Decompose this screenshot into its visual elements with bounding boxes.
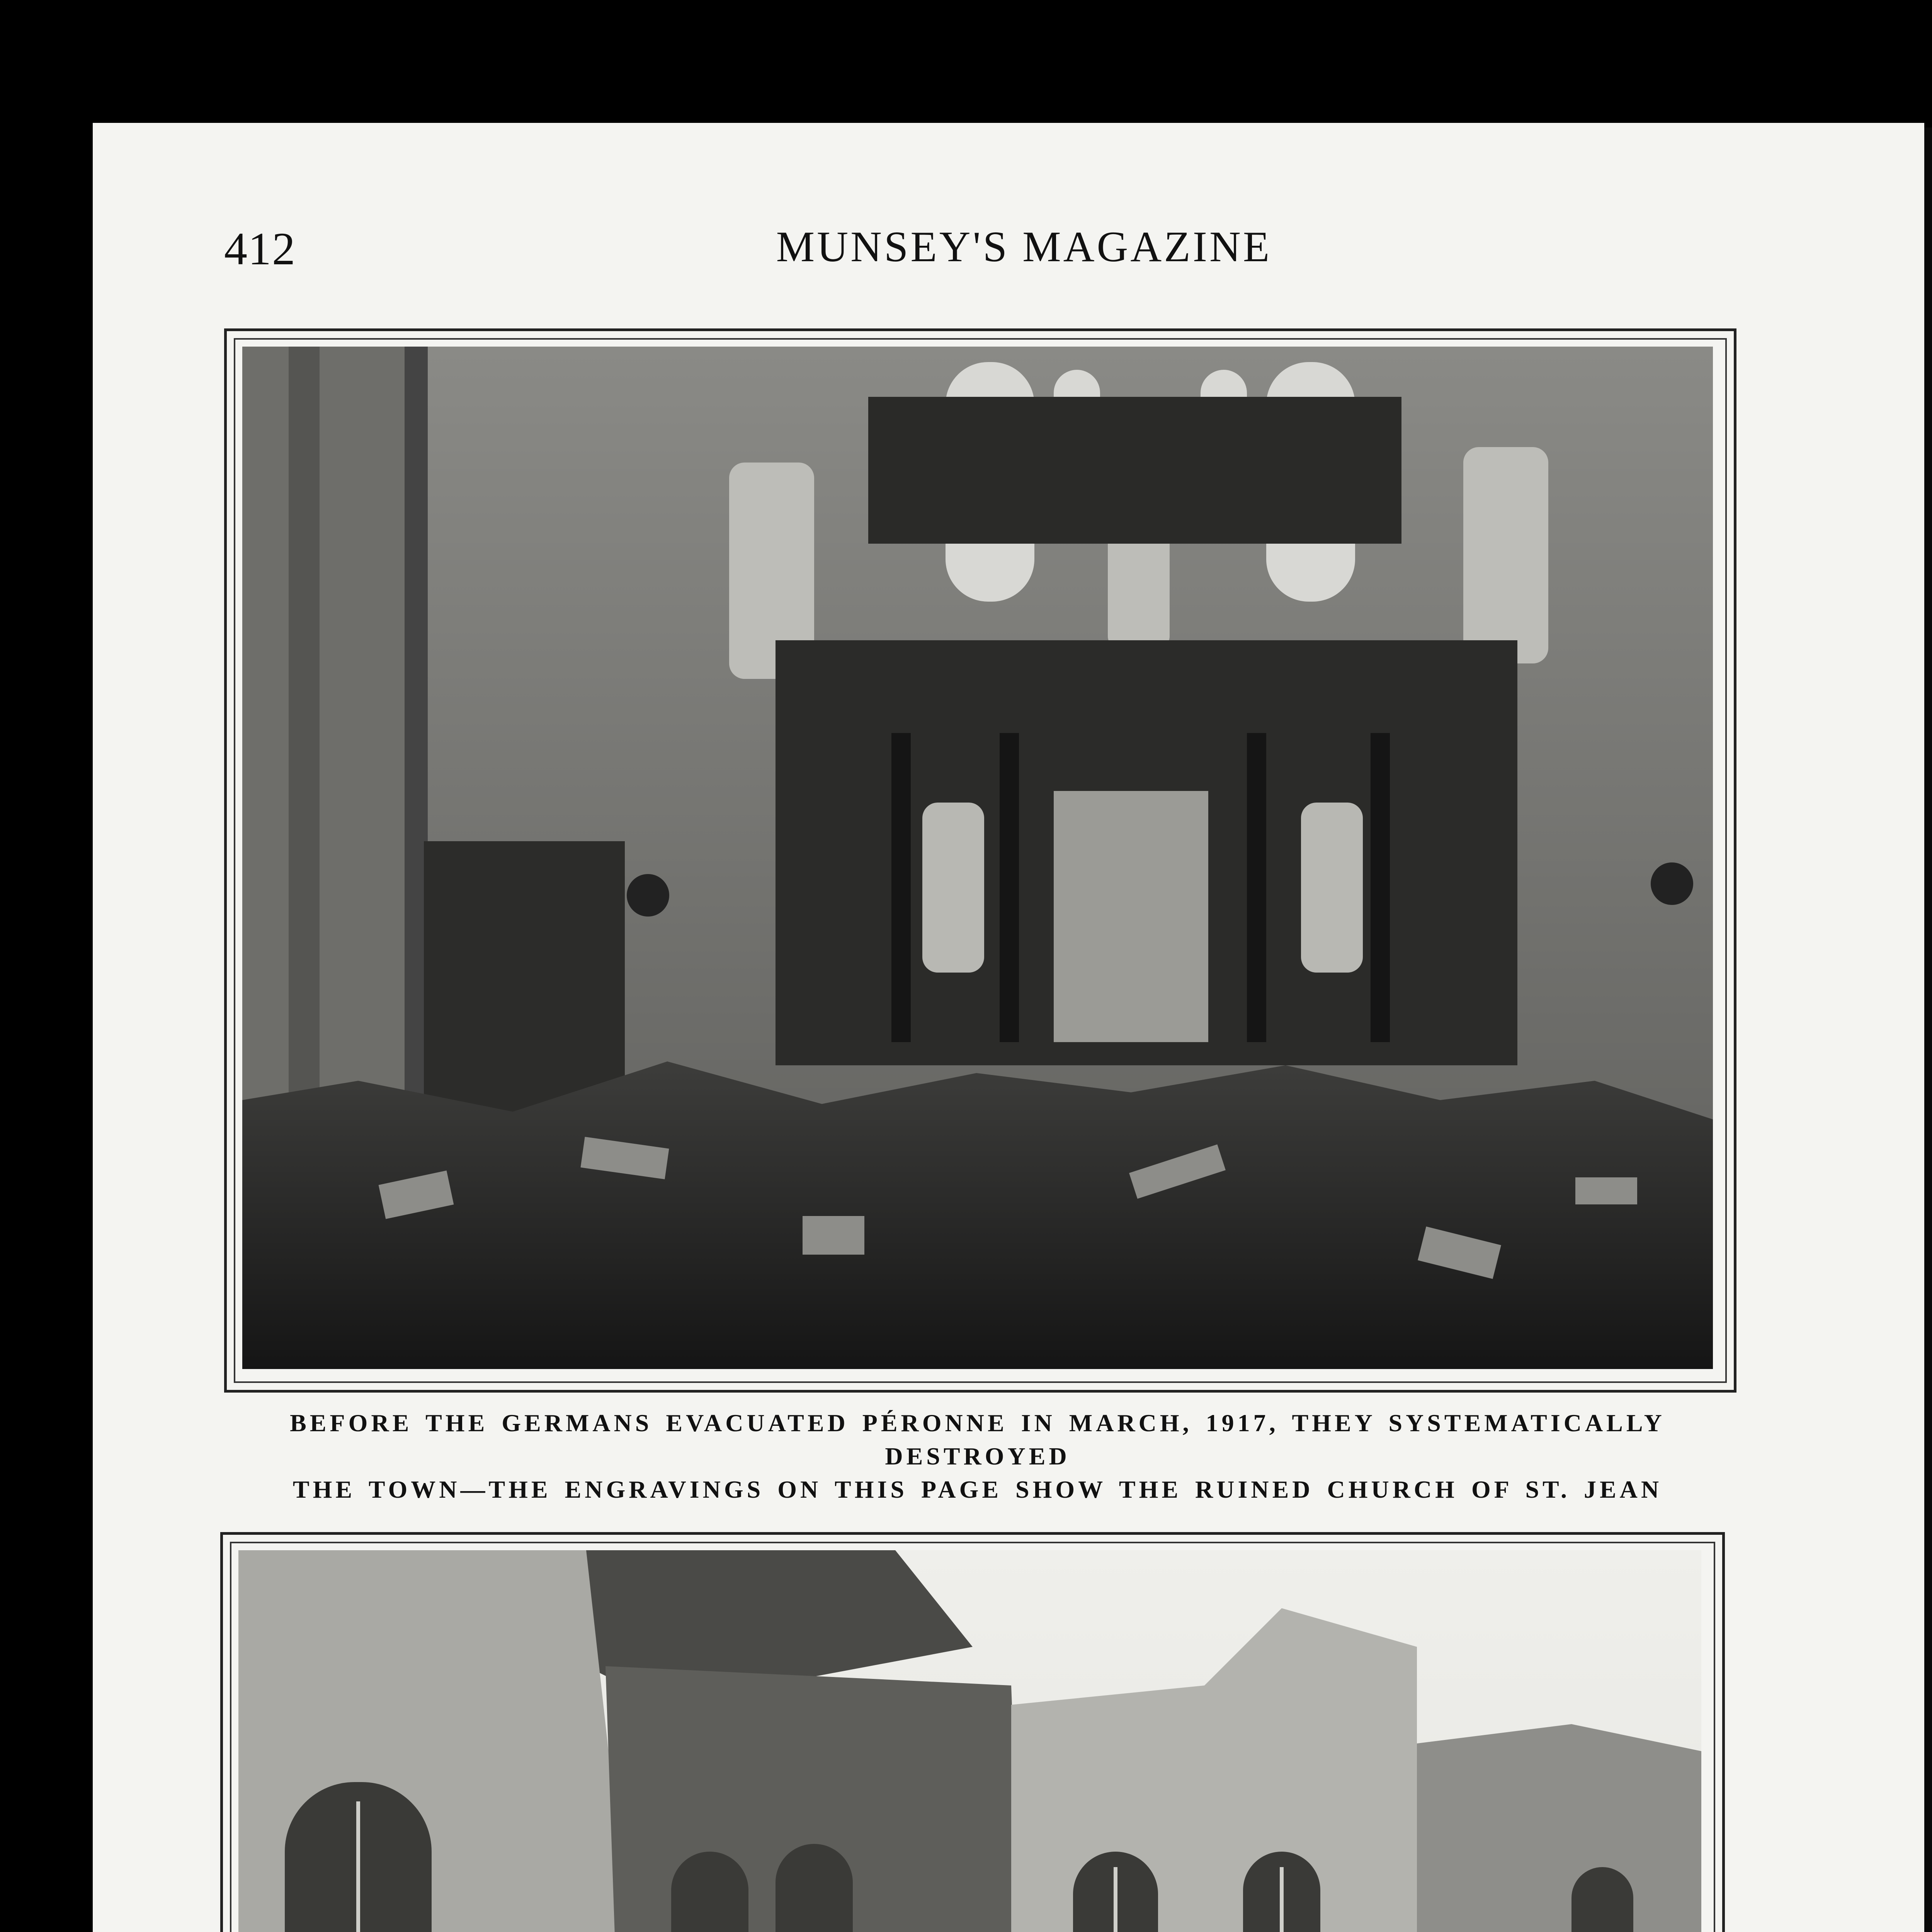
caption-altar-line-1: BEFORE THE GERMANS EVACUATED PÉRONNE IN MARCH, 1917, THEY SYSTEMATICALLY DESTROYED (290, 1409, 1665, 1470)
photo-plate-nave (220, 1532, 1725, 1932)
running-head: MUNSEY'S MAGAZINE (776, 223, 1272, 271)
photo-ruined-nave (238, 1550, 1701, 1932)
page-number: 412 (224, 223, 296, 274)
caption-altar (216, 1406, 1739, 1506)
book-spine (1924, 128, 1932, 1932)
photo-plate-altar (224, 328, 1736, 1393)
photo-ruined-altar (242, 347, 1713, 1369)
caption-altar-line-2: THE TOWN—THE ENGRAVINGS ON THIS PAGE SHOW THE RUINED CHURCH OF ST. JEAN (293, 1476, 1663, 1503)
